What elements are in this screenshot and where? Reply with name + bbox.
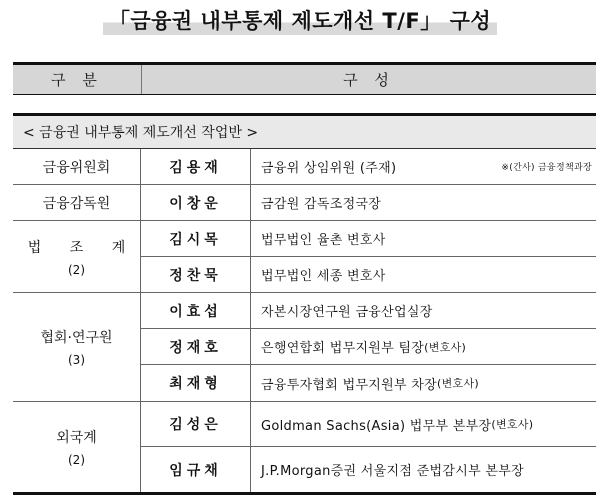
document-title: [0, 0, 600, 44]
member-name: 정재호: [141, 329, 251, 364]
member-position: [251, 329, 596, 364]
header-category: 구 분: [13, 65, 142, 94]
table-row: [141, 185, 596, 221]
title-text: 「금융권 내부통제 제도개선 T/F」 구성: [103, 7, 497, 35]
group-count: (2): [68, 453, 85, 467]
member-position: [251, 185, 596, 220]
group-fsc: [13, 149, 141, 185]
member-name: 임규채: [141, 447, 251, 492]
member-position: [251, 365, 596, 401]
table-row: [141, 221, 596, 257]
member-position: [251, 402, 596, 446]
members-table: [13, 113, 596, 495]
group-label: 금융위원회: [42, 159, 111, 176]
group-label: 법 조 계: [27, 239, 138, 256]
table-row: [141, 402, 596, 447]
position-text: 법무법인 세종 변호사: [261, 269, 386, 284]
position-text: 금감원 감독조정국장: [261, 197, 382, 212]
group-foreign: [13, 402, 141, 492]
group-label: 협회·연구원: [40, 330, 113, 346]
group-label: 외국계: [56, 430, 97, 446]
group-legal: [13, 221, 141, 293]
position-text: 자본시장연구원 금융산업실장: [261, 305, 433, 320]
table-row: [141, 257, 596, 293]
group-fss: [13, 185, 141, 221]
member-name: 최재형: [141, 365, 251, 401]
member-position: [251, 149, 596, 184]
position-suffix: (변호사): [491, 418, 534, 431]
member-name: 이효섭: [141, 293, 251, 328]
position-text: 은행연합회 법무지원부 팀장: [261, 341, 425, 356]
member-position: [251, 221, 596, 256]
member-name: 이창운: [141, 185, 251, 220]
secretary-note: ※(간사) 금융정책과장: [501, 163, 592, 173]
position-suffix: (변호사): [437, 377, 479, 390]
member-name: 김시목: [141, 221, 251, 256]
position-text: 법무법인 율촌 변호사: [261, 233, 386, 248]
section-title: < 금융권 내부통제 제도개선 작업반 >: [13, 116, 596, 149]
header-composition: 구 성: [343, 71, 395, 89]
member-position: [251, 447, 596, 492]
group-count: (2): [68, 262, 85, 277]
member-name: 김성은: [141, 402, 251, 446]
position-text: J.P.Morgan증권 서울지점 준법감시부 본부장: [261, 464, 524, 479]
group-label: 금융감독원: [42, 195, 111, 212]
group-count: (3): [68, 353, 85, 367]
position-text: Goldman Sachs(Asia) 법무부 본부장: [261, 418, 492, 434]
member-name: 정찬묵: [141, 257, 251, 292]
table-row: [141, 365, 596, 402]
table-row: [141, 447, 596, 492]
group-associations: [13, 293, 141, 402]
member-position: [251, 293, 596, 328]
member-name: 김용재: [141, 149, 251, 184]
table-row: [141, 149, 596, 185]
position-text: 금융위 상임위원 (주재): [261, 161, 397, 176]
position-suffix: (변호사): [424, 340, 467, 354]
position-text: 금융투자협회 법무지원부 차장: [261, 377, 438, 393]
table-row: [141, 329, 596, 365]
table-header: [13, 62, 596, 95]
member-position: [251, 257, 596, 292]
table-row: [141, 293, 596, 329]
